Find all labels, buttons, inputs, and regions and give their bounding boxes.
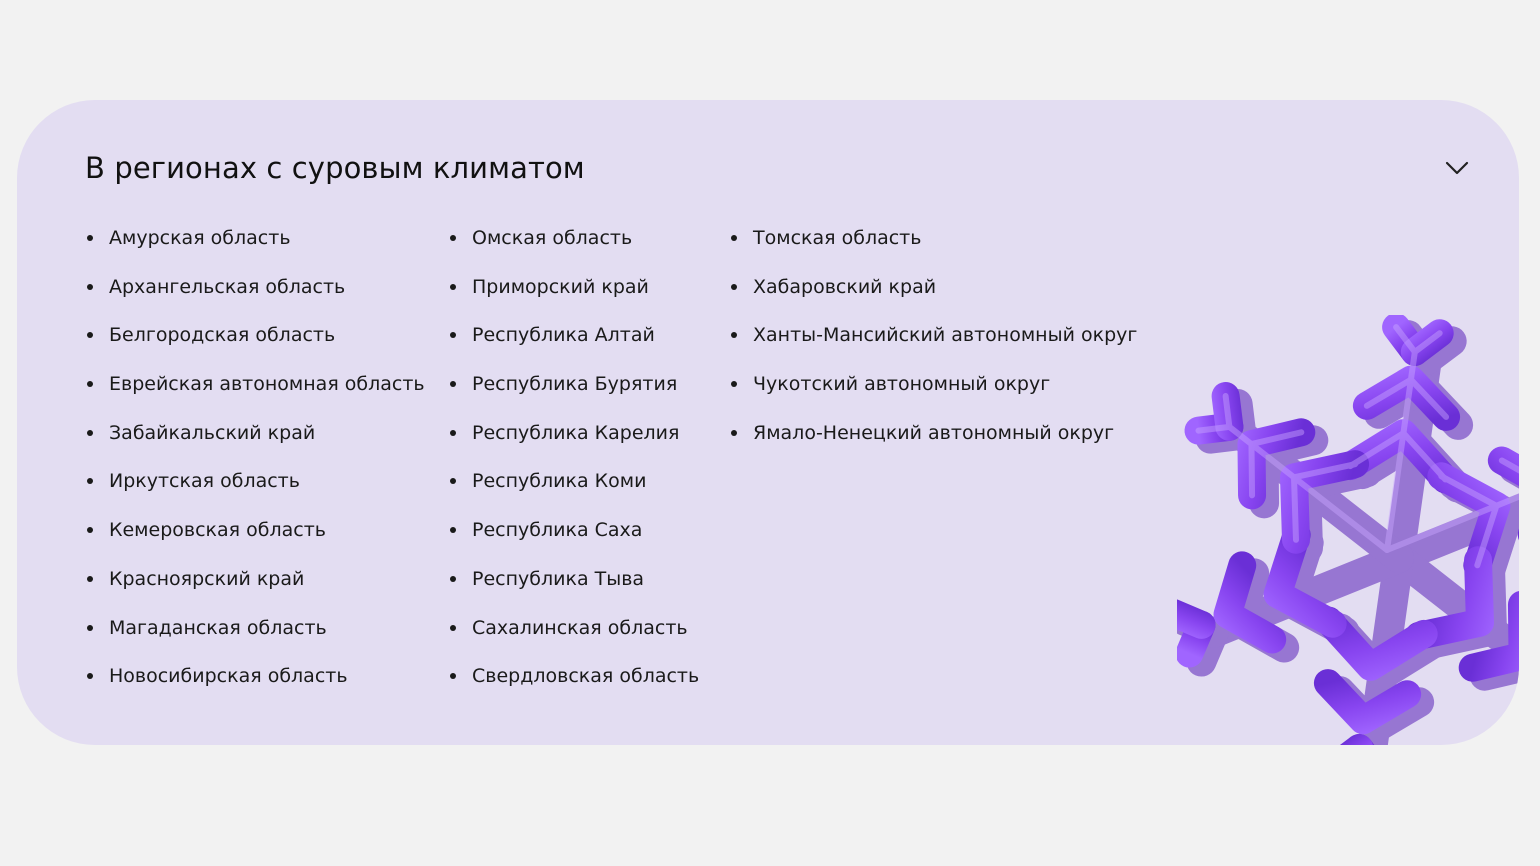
regions-accordion-card <box>17 100 1519 745</box>
list-item: Омская область <box>448 214 699 263</box>
list-item: Магаданская область <box>85 604 425 653</box>
accordion-header[interactable] <box>85 144 1479 192</box>
list-item: Сахалинская область <box>448 604 699 653</box>
list-item: Ханты-Мансийский автономный округ <box>729 311 1137 360</box>
list-item: Забайкальский край <box>85 409 425 458</box>
list-item: Новосибирская область <box>85 652 425 701</box>
list-item: Республика Карелия <box>448 409 699 458</box>
list-item: Ямало-Ненецкий автономный округ <box>729 409 1137 458</box>
list-item: Свердловская область <box>448 652 699 701</box>
list-item: Республика Тыва <box>448 555 699 604</box>
regions-column-3 <box>729 214 1137 457</box>
regions-column-2 <box>448 214 699 701</box>
list-item: Чукотский автономный округ <box>729 360 1137 409</box>
list-item: Еврейская автономная область <box>85 360 425 409</box>
list-item: Приморский край <box>448 263 699 312</box>
list-item: Хабаровский край <box>729 263 1137 312</box>
regions-column-1 <box>85 214 425 701</box>
chevron-down-icon[interactable] <box>1435 146 1479 190</box>
list-item: Республика Алтай <box>448 311 699 360</box>
list-item: Белгородская область <box>85 311 425 360</box>
accordion-title: В регионах с суровым климатом <box>85 151 585 185</box>
list-item: Красноярский край <box>85 555 425 604</box>
list-item: Республика Бурятия <box>448 360 699 409</box>
list-item: Архангельская область <box>85 263 425 312</box>
list-item: Томская область <box>729 214 1137 263</box>
list-item: Кемеровская область <box>85 506 425 555</box>
list-item: Амурская область <box>85 214 425 263</box>
list-item: Иркутская область <box>85 457 425 506</box>
list-item: Республика Саха <box>448 506 699 555</box>
list-item: Республика Коми <box>448 457 699 506</box>
snowflake-icon <box>1177 315 1519 745</box>
